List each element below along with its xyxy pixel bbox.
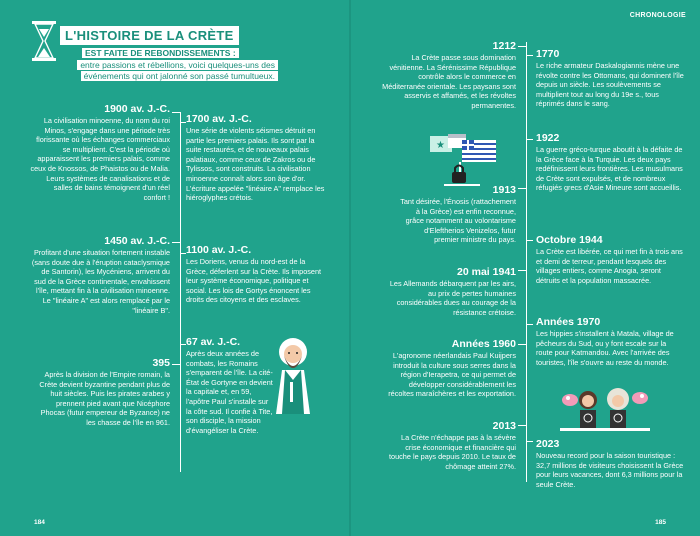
entry-date: 1900 av. J.-C. — [104, 103, 170, 115]
entry-text: Le riche armateur Daskalogiannis mène une révolte contre les Ottomans, qui dominent l'île depuis un siècle. Les soulèvements se multiplient tout au long du 19e s., tous réprimés dans le sang. — [536, 61, 684, 109]
page-gutter — [349, 0, 351, 536]
section-header: CHRONOLOGIE — [629, 12, 686, 19]
timeline-entry — [386, 420, 516, 471]
entry-text: Les hippies s'installent à Matala, village de pêcheurs du Sud, ou y font escale sur la route pour Katmandou. Avec l'arrivée des touristes, l'île s'ouvre au reste du monde. — [536, 329, 674, 367]
entry-text: La Crète passe sous domination vénitienne. La Sérénissime République contrôle alors le commerce en Méditerranée orientale. Les paysans sont asservis et affamés, et les révoltes permanentes. — [382, 53, 516, 110]
timeline-tick — [527, 441, 533, 442]
timeline-tick — [518, 270, 527, 271]
timeline-line-right — [526, 42, 527, 482]
entry-text: La guerre gréco-turque aboutit à la défaite de la Grèce face à la Turquie. Les deux pays redéfinissent leurs frontières. Les musulmans de Crète sont expulsés, et de nombreux réfugiés grecs d'Asie Mineure sont accueillis. — [536, 145, 683, 193]
page-title: L'HISTOIRE DE LA CRÈTE — [60, 26, 239, 45]
timeline-tick — [527, 55, 533, 56]
timeline-tick — [172, 112, 181, 113]
timeline-entry — [30, 235, 170, 315]
hourglass-icon — [30, 20, 58, 62]
entry-text: Nouveau record pour la saison touristique : 32,7 millions de visiteurs choisissent la Grèce pour leurs vacances, dont 6,3 millions pour la seule Crète. — [536, 451, 684, 489]
timeline-entry — [186, 244, 326, 305]
entry-date: 20 mai 1941 — [457, 266, 516, 278]
timeline-tick — [172, 242, 181, 243]
timeline-tick — [172, 364, 181, 365]
timeline-entry — [536, 132, 684, 193]
entry-text: La Crète n'échappe pas à la sévère crise économique et financière qui touche le pays depuis 2010. Le taux de chômage atteint 27%. — [389, 433, 516, 471]
title-block — [60, 26, 290, 82]
entry-text: Les Allemands débarquent par les airs, au prix de pertes humaines considérables dues au courage de la résistance crétoise. — [389, 279, 516, 317]
hippies-illustration — [560, 384, 650, 434]
timeline-tick — [518, 344, 527, 345]
entry-date: 2013 — [492, 420, 516, 432]
timeline-entry — [536, 234, 684, 285]
entry-text: Après la division de l'Empire romain, la Crète devient byzantine pendant plus de huit siècles. Puis les pirates arabes y prennent pied avant que Nicéphore Phocas (futur empereur de Byzance) ne les chasse de l'île en 961. — [39, 370, 170, 427]
timeline-entry — [378, 40, 516, 111]
timeline-entry — [536, 316, 684, 367]
entry-date: 395 — [152, 357, 170, 369]
entry-date: 1100 av. J.-C. — [186, 244, 252, 256]
entry-date: 1212 — [492, 40, 516, 52]
entry-date: Années 1960 — [451, 338, 516, 350]
entry-text: Une série de violents séismes détruit en partie les premiers palais. Ils sont par la suite restaurés, et de nouveaux palais palatiaux, comme ceux de Zakros ou de Tylissos, sont construits. La civilisation minoenne connaît alors son âge d'or. L'écriture appelée "linéaire A" remplace les hiéroglyphes crétois. — [186, 126, 325, 203]
timeline-entry — [536, 438, 684, 489]
entry-text: La civilisation minoenne, du nom du roi Minos, s'engage dans une période très florissante où les échanges commerciaux se multiplient. C'est la période où apparaissent les premiers palais, comme ceux de Knossos, de Phaistos ou de Malia. Leurs systèmes de canalisations et de salles de bains témoignent d'un réel confort ! — [30, 116, 170, 202]
entry-date: Années 1970 — [536, 316, 601, 328]
timeline-entry — [386, 338, 516, 399]
entry-text: Les Doriens, venus du nord-est de la Grèce, déferlent sur la Crète. Ils imposent leur système économique, politique et social. Les lois de Gortys énoncent les droits des citoyens et des esclaves. — [186, 257, 322, 305]
timeline-entry — [30, 357, 170, 428]
saint-paul-illustration — [268, 336, 318, 416]
timeline-entry — [398, 184, 516, 245]
timeline-entry — [386, 266, 516, 317]
timeline-tick — [518, 425, 527, 426]
timeline-entry — [186, 113, 326, 203]
timeline-entry — [30, 103, 170, 202]
entry-text: L'agronome néerlandais Paul Kuijpers introduit la culture sous serres dans la région d'Ierapetra, ce qui permet de développer considérablement les récoltes maraîchères et les exportation. — [388, 351, 516, 399]
timeline-entry — [186, 336, 274, 435]
timeline-tick — [518, 188, 527, 189]
entry-date: 1770 — [536, 48, 560, 60]
page-number-left: 184 — [34, 519, 45, 526]
title-intro: entre passions et rébellions, voici quelques-uns des événements qui ont jalonné son passé tumultueux. — [60, 60, 278, 82]
title-subtitle: EST FAITE DE REBONDISSEMENTS : — [82, 48, 290, 58]
flags-padlock-illustration — [426, 128, 502, 188]
entry-text: Profitant d'une situation fortement instable (sans doute due à l'éruption cataclysmique de Santorin), les Mycéniens, arrivent du sud de la Grèce continentale, envahissent l'île, mettant fin à la civilisation minoenne. Le "linéaire A" est alors remplacé par le "linéaire B". — [31, 248, 170, 315]
timeline-entry — [536, 48, 684, 109]
timeline-tick — [527, 240, 533, 241]
timeline-line-left — [180, 112, 181, 472]
entry-text: Après deux années de combats, les Romains s'emparent de l'île. La cité-État de Gortyne en devient la capitale et, en 59, l'apôtre Paul s'installe sur la côte sud. Il confie à Tite, son disciple, la mission d'évangéliser la Crète. — [186, 349, 273, 435]
timeline-tick — [527, 139, 533, 140]
entry-date: 67 av. J.-C. — [186, 336, 241, 348]
entry-date: 1913 — [492, 184, 516, 196]
timeline-tick — [518, 46, 527, 47]
svg-text:★: ★ — [436, 140, 445, 151]
page-number-right: 185 — [655, 519, 666, 526]
entry-date: 1922 — [536, 132, 560, 144]
timeline-tick — [527, 324, 533, 325]
entry-date: 1450 av. J.-C. — [104, 235, 170, 247]
entry-date: Octobre 1944 — [536, 234, 603, 246]
entry-text: La Crète est libérée, ce qui met fin à trois ans et demi de terreur, pendant lesquels des villages entiers, comme Anogia, seront détruits et la population massacrée. — [536, 247, 683, 285]
entry-date: 1700 av. J.-C. — [186, 113, 252, 125]
entry-date: 2023 — [536, 438, 560, 450]
entry-text: Tant désirée, l'Énosis (rattachement à la Grèce) est enfin reconnue, grâce notamment au volontarisme d'Eleftherios Venizelos, futur premier ministre du pays. — [400, 197, 516, 245]
